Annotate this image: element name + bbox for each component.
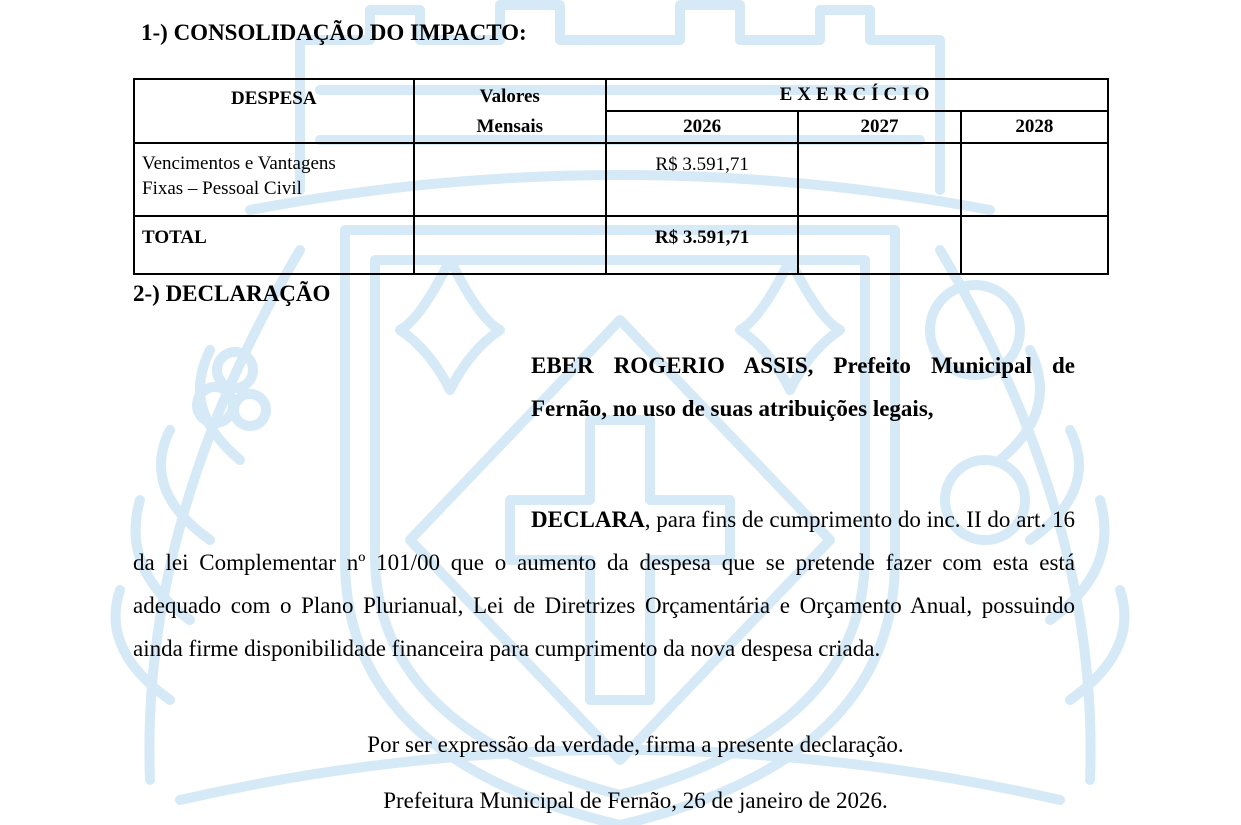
mayor-identification: EBER ROGERIO ASSIS, Prefeito Municipal de Fernão, no uso de suas atribuições legais, bbox=[531, 353, 1075, 421]
row-value-2026: R$ 3.591,71 bbox=[606, 143, 798, 216]
row-value-2027 bbox=[798, 143, 960, 216]
total-valores-mensais bbox=[414, 216, 606, 274]
declara-word: DECLARA bbox=[531, 507, 645, 532]
impact-table bbox=[133, 78, 1109, 275]
header-year-2027: 2027 bbox=[798, 111, 960, 143]
header-valores-line1: Valores bbox=[479, 86, 540, 107]
section-1-title: 1-) CONSOLIDAÇÃO DO IMPACTO: bbox=[141, 20, 527, 45]
total-row bbox=[134, 216, 1108, 274]
declaration-paragraph bbox=[133, 498, 1075, 670]
header-exercicio: EXERCÍCIO bbox=[606, 79, 1108, 111]
row-value-2028 bbox=[961, 143, 1108, 216]
section-2-title: 2-) DECLARAÇÃO bbox=[133, 281, 331, 306]
closing-statement: Por ser expressão da verdade, firma a presente declaração. bbox=[367, 732, 904, 757]
total-value-2028 bbox=[961, 216, 1108, 274]
header-year-2028: 2028 bbox=[961, 111, 1108, 143]
row-valores-mensais bbox=[414, 143, 606, 216]
header-valores-line2: Mensais bbox=[476, 116, 543, 137]
total-value-2027 bbox=[798, 216, 960, 274]
declaration-text: , para fins de cumprimento do inc. II do art. 16 da lei Complementar nº 101/00 que o aumento da despesa que se pretende fazer com esta está adequado com o Plano Plurianual, Lei de Diretrizes Orçamentária e Orçamento Anual, possuindo ainda firme disponibilidade financeira para cumprimento da nova despesa criada. bbox=[133, 507, 1075, 661]
header-year-2026: 2026 bbox=[606, 111, 798, 143]
row-despesa-line2: Fixas – Pessoal Civil bbox=[142, 178, 302, 199]
header-valores-mensais bbox=[414, 79, 606, 143]
header-despesa: DESPESA bbox=[134, 79, 414, 143]
place-and-date: Prefeitura Municipal de Fernão, 26 de janeiro de 2026. bbox=[383, 788, 888, 813]
total-value-2026: R$ 3.591,71 bbox=[606, 216, 798, 274]
row-despesa-line1: Vencimentos e Vantagens bbox=[142, 153, 336, 174]
table-row bbox=[134, 143, 1108, 216]
total-label: TOTAL bbox=[134, 216, 414, 274]
row-despesa bbox=[134, 143, 414, 216]
